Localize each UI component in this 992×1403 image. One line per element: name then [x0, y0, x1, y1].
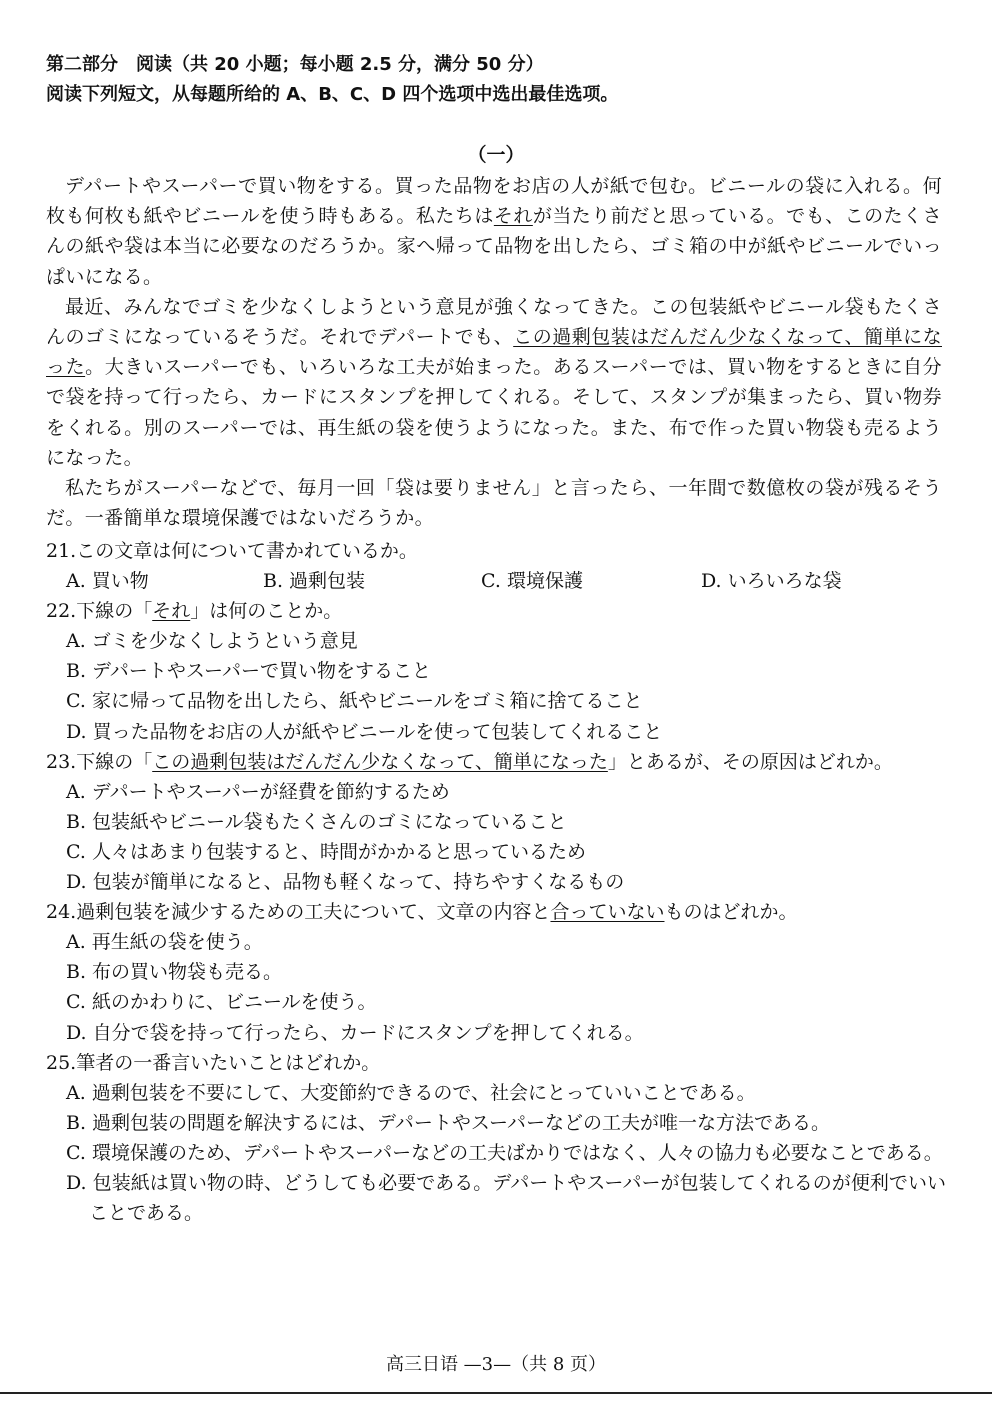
paragraph-2	[46, 292, 942, 473]
section-heading: 第二部分 阅读（共 20 小题；每小题 2.5 分，满分 50 分）	[46, 54, 544, 75]
question-stem: 25.筆者の一番言いたいことはどれか。	[46, 1051, 381, 1074]
option-c: C. 紙のかわりに、ビニールを使う。	[66, 991, 377, 1014]
option-a: A. デパートやスーパーが経費を節約するため	[66, 780, 450, 803]
passage-number: （一）	[467, 144, 525, 166]
question-25	[46, 1048, 946, 1229]
paragraph-text: 最近、みんなでゴミを少なくしようという意見が強くなってきた。この包装紙やビニール袋もたくさんのゴミになっているそうだ。それでデパートでも、	[46, 295, 942, 349]
option-c: C. 環境保護のため、デパートやスーパーなどの工夫ばかりではなく、人々の協力も必要なことである。	[66, 1141, 943, 1164]
paragraph-1	[46, 171, 942, 292]
stem-text: 22.下線の「	[46, 600, 153, 623]
question-stem	[46, 747, 946, 777]
option-d: D. 包装が簡単になると、品物も軽くなって、持ちやすくなるもの	[66, 871, 625, 894]
option-d: D. 自分で袋を持って行ったら、カードにスタンプを押してくれる。	[66, 1021, 644, 1044]
stem-text: 24.過剰包装を減少するための工夫について、文章の内容と	[46, 901, 551, 924]
bottom-divider	[0, 1392, 992, 1394]
option-a: A. 再生紙の袋を使う。	[66, 931, 263, 954]
option-d: D. 包装紙は買い物の時、どうしても必要である。デパートやスーパーが包装してくれるのが便利でいいことである。	[66, 1171, 946, 1225]
paragraph-text: 。大きいスーパーでも、いろいろな工夫が始まった。あるスーパーでは、買い物をするときに自分で袋を持って行ったら、カードにスタンプを押してくれる。そして、スタンプが集まったら、買い物券をくれる。別のスーパーでは、再生紙の袋を使うようになった。また、布で作った買い物袋も売るようになった。	[46, 356, 942, 469]
option-a: A. 過剰包装を不要にして、大変節約できるので、社会にとっていいことである。	[66, 1081, 756, 1104]
question-stem: 21.この文章は何について書かれているか。	[46, 540, 418, 562]
option-c: C. 環境保護	[481, 570, 583, 593]
stem-text: 」は何のことか。	[190, 600, 343, 623]
stem-text: 」とあるが、その原因はどれか。	[607, 750, 893, 773]
underlined-phrase: それ	[493, 205, 533, 228]
option-a: A. ゴミを少なくしようという意見	[66, 630, 358, 653]
option-b: B. 過剰包装	[263, 570, 366, 593]
question-22	[46, 596, 946, 746]
underlined-phrase: それ	[152, 600, 191, 623]
question-21	[46, 536, 946, 596]
underlined-phrase: この過剰包装はだんだん少なくなって、簡単になった	[152, 750, 608, 773]
question-list	[46, 536, 946, 1228]
option-b: B. デパートやスーパーで買い物をすること	[66, 660, 432, 683]
option-row	[46, 566, 946, 596]
option-d: D. 買った品物をお店の人が紙やビニールを使って包装してくれること	[66, 720, 663, 743]
option-c: C. 人々はあまり包装すると、時間がかかると思っているため	[66, 840, 586, 863]
stem-text: 23.下線の「	[46, 750, 153, 773]
question-stem	[46, 596, 946, 626]
stem-text: ものはどれか。	[664, 901, 798, 924]
paragraph-text: デパートやスーパーで買い物をする。買った品物をお店の人が紙で包む。ビニールの袋に入れる。何枚も何枚も紙やビニールを使う時もある。私たちは	[46, 175, 942, 228]
option-c: C. 家に帰って品物を出したら、紙やビニールをゴミ箱に捨てること	[66, 690, 643, 713]
option-b: B. 過剰包装の問題を解決するには、デパートやスーパーなどの工夫が唯一な方法である。	[66, 1111, 831, 1134]
reading-passage	[46, 171, 942, 533]
option-a: A. 買い物	[66, 570, 149, 593]
paragraph-3: 私たちがスーパーなどで、毎月一回「袋は要りません」と言ったら、一年間で数億枚の袋が残るそうだ。一番簡単な環境保護ではないだろうか。	[46, 477, 942, 530]
page-footer: 高三日语 —3—（共 8 页）	[385, 1354, 607, 1375]
section-header	[46, 50, 946, 110]
paragraph-text: が当たり前だと思っている。でも、このたくさんの紙や袋は本当に必要なのだろうか。家へ帰って品物を出したら、ゴミ箱の中が紙やビニールでいっぱいになる。	[46, 205, 942, 288]
option-b: B. 包装紙やビニール袋もたくさんのゴミになっていること	[66, 810, 567, 833]
option-d: D. いろいろな袋	[701, 570, 842, 593]
instructions: 阅读下列短文，从每题所给的 A、B、C、D 四个选项中选出最佳选项。	[46, 84, 619, 105]
question-24	[46, 897, 946, 1047]
option-b: B. 布の買い物袋も売る。	[66, 961, 283, 984]
underlined-phrase: この過剰包装はだんだん少なくなって、簡単になった	[46, 326, 942, 379]
question-23	[46, 747, 946, 897]
underlined-phrase: 合っていない	[550, 901, 665, 924]
question-stem	[46, 897, 946, 927]
